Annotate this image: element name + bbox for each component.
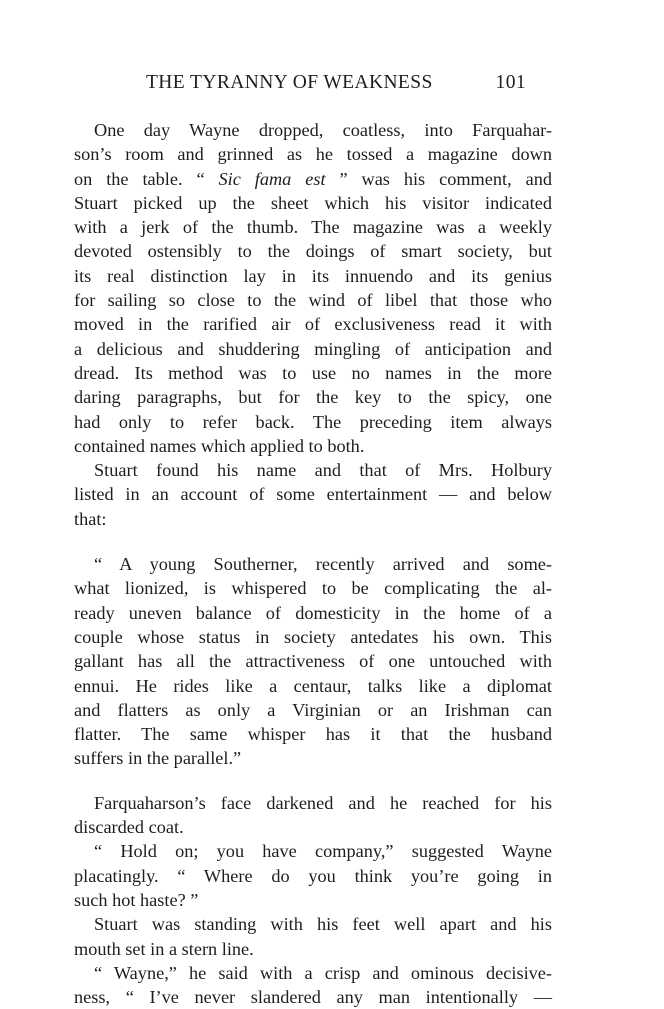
text-line: Stuart picked up the sheet which his visitor indicated	[74, 192, 552, 213]
text-line: suffers in the parallel.”	[74, 748, 242, 769]
paragraph-5	[74, 912, 552, 961]
text-line: such hot haste? ”	[74, 889, 199, 910]
text-line: had only to refer back. The preceding item always	[74, 411, 552, 432]
text-line: ness, “ I’ve never slandered any man intentionally —	[74, 987, 552, 1008]
quoted-passage	[74, 552, 552, 771]
text-line: Farquaharson’s face darkened and he reached for his	[94, 792, 552, 813]
text-line: son’s room and grinned as he tossed a magazine down	[74, 144, 552, 165]
paragraph-2	[74, 458, 552, 531]
text-line: Stuart was standing with his feet well apart and his	[94, 914, 552, 935]
spacer	[74, 531, 552, 552]
italic-phrase: Sic fama est	[218, 168, 326, 189]
text-line: ready uneven balance of domesticity in the home of a	[74, 602, 552, 623]
text-line: mouth set in a stern line.	[74, 938, 254, 959]
text-line: dread. Its method was to use no names in the more	[74, 362, 552, 383]
paragraph-3	[74, 791, 552, 840]
paragraph-6	[74, 961, 552, 1009]
text-line: placatingly. “ Where do you think you’re going in	[74, 865, 552, 886]
text-line: listed in an account of some entertainment — and below	[74, 484, 552, 505]
paragraph-4	[74, 839, 552, 912]
text-line: ennui. He rides like a centaur, talks like a diplomat	[74, 675, 552, 696]
text-line: discarded coat.	[74, 817, 184, 838]
text-line: couple whose status in society antedates his own. This	[74, 626, 552, 647]
page-body	[74, 118, 552, 1009]
text-line: and flatters as only a Virginian or an Irishman can	[74, 699, 552, 720]
text-line: contained names which applied to both.	[74, 435, 365, 456]
text-line	[74, 167, 552, 191]
running-head	[146, 72, 526, 98]
text-line: “ A young Southerner, recently arrived and some-	[94, 554, 552, 575]
running-title: THE TYRANNY OF WEAKNESS	[146, 72, 433, 93]
page-number: 101	[495, 72, 526, 93]
text-line: Stuart found his name and that of Mrs. Holbury	[94, 460, 552, 481]
spacer	[74, 771, 552, 791]
text-fragment: ” was his comment, and	[325, 168, 552, 189]
text-line: what lionized, is whispered to be complicating the al-	[74, 578, 552, 599]
text-line: devoted ostensibly to the doings of smart society, but	[74, 241, 552, 262]
text-fragment: on the table. “	[74, 168, 219, 189]
text-line: a delicious and shuddering mingling of anticipation and	[74, 338, 552, 359]
text-line: gallant has all the attractiveness of one untouched with	[74, 651, 552, 672]
text-line: that:	[74, 508, 107, 529]
text-line: its real distinction lay in its innuendo and its genius	[74, 265, 552, 286]
text-line: moved in the rarified air of exclusiveness read it with	[74, 314, 552, 335]
text-line: “ Wayne,” he said with a crisp and ominous decisive-	[94, 962, 552, 983]
text-line: One day Wayne dropped, coatless, into Farquahar-	[94, 120, 552, 140]
text-line: for sailing so close to the wind of libel that those who	[74, 290, 552, 311]
text-line: with a jerk of the thumb. The magazine was a weekly	[74, 217, 552, 238]
text-line: “ Hold on; you have company,” suggested Wayne	[94, 841, 552, 862]
text-line: daring paragraphs, but for the key to the spicy, one	[74, 387, 552, 408]
text-line: flatter. The same whisper has it that the husband	[74, 724, 552, 745]
paragraph-1	[74, 118, 552, 458]
